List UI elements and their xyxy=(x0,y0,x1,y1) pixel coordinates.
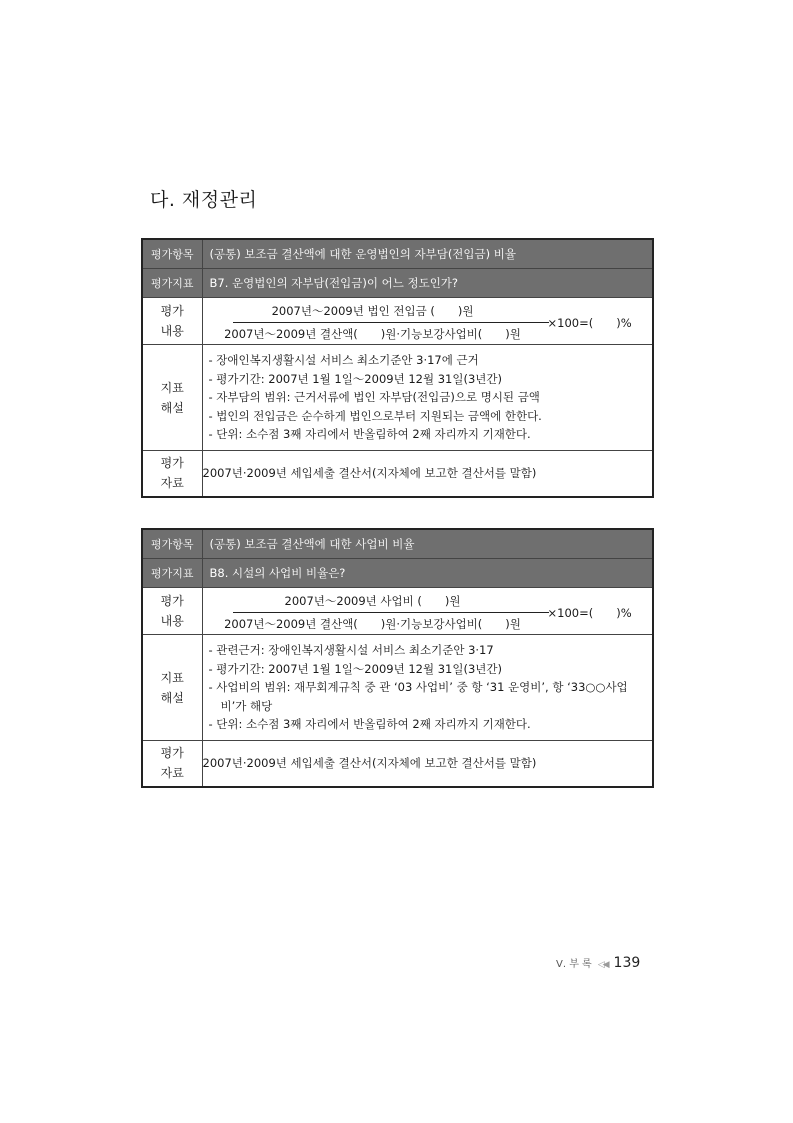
footer-section: Ⅴ. 부 록 xyxy=(556,959,592,970)
row-eval-indicator xyxy=(142,269,653,298)
row-eval-explanation xyxy=(142,345,653,451)
eval-content-label xyxy=(142,298,202,345)
source-value: 2007년·2009년 세입세출 결산서(지자체에 보고한 결산서를 말함) xyxy=(202,741,653,787)
page-footer xyxy=(556,955,640,971)
formula-result: ×100=( )% xyxy=(547,606,632,620)
explanation-label xyxy=(142,635,202,741)
fraction-line xyxy=(233,612,549,613)
explanation-line: - 평가기간: 2007년 1월 1일～2009년 12월 31일(3년간) xyxy=(208,661,502,676)
explanation-line: - 평가기간: 2007년 1월 1일～2009년 12월 31일(3년간) xyxy=(208,371,502,386)
page-number: 139 xyxy=(613,955,641,971)
explanation-list xyxy=(203,636,653,739)
explanation-line: - 장애인복지생활시설 서비스 최소기준안 3·17에 근거 xyxy=(208,353,479,368)
eval-item-label: 평가항목 xyxy=(142,529,202,559)
explanation-line: - 단위: 소수점 3째 자리에서 반올림하여 2째 자리까지 기재한다. xyxy=(208,717,531,732)
footer-arrow-icon: ◁◀ xyxy=(597,960,608,970)
explanation-line: - 법인의 전입금은 순수하게 법인으로부터 지원되는 금액에 한한다. xyxy=(208,408,542,423)
evaluation-table-b7 xyxy=(141,238,654,498)
fraction-line xyxy=(233,322,549,323)
eval-item-value: (공통) 보조금 결산액에 대한 운영법인의 자부담(전입금) 비율 xyxy=(202,239,653,269)
ratio-formula xyxy=(203,298,653,344)
source-label-text: 평가 자료 xyxy=(160,456,184,491)
section-title: 다. 재정관리 xyxy=(150,189,258,211)
eval-indicator-label: 평가지표 xyxy=(142,559,202,588)
eval-indicator-label: 평가지표 xyxy=(142,269,202,298)
formula-cell xyxy=(202,588,653,635)
explanation-line: - 자부담의 범위: 근거서류에 법인 자부담(전입금)으로 명시된 금액 xyxy=(208,390,540,405)
source-label xyxy=(142,451,202,497)
explanation-line: - 단위: 소수점 3째 자리에서 반올림하여 2째 자리까지 기재한다. xyxy=(208,427,531,442)
formula-numerator: 2007년～2009년 법인 전입금 ( )원 xyxy=(271,304,474,318)
source-label-text: 평가 자료 xyxy=(160,746,184,781)
eval-content-label xyxy=(142,588,202,635)
explanation-cell xyxy=(202,635,653,741)
eval-indicator-value: B8. 시설의 사업비 비율은? xyxy=(202,559,653,588)
explanation-line: - 관련근거: 장애인복지생활시설 서비스 최소기준안 3·17 xyxy=(208,643,494,658)
formula-numerator: 2007년～2009년 사업비 ( )원 xyxy=(284,594,461,608)
eval-item-value: (공통) 보조금 결산액에 대한 사업비 비율 xyxy=(202,529,653,559)
explanation-line: - 사업비의 범위: 재무회계규칙 중 관 ‘03 사업비’ 중 항 ‘31 운영비’, 항 ‘33○○사업비’가 해당 xyxy=(208,680,628,713)
row-eval-item xyxy=(142,529,653,559)
row-eval-content xyxy=(142,588,653,635)
source-label xyxy=(142,741,202,787)
eval-indicator-value: B7. 운영법인의 자부담(전입금)이 어느 정도인가? xyxy=(202,269,653,298)
source-value: 2007년·2009년 세입세출 결산서(지자체에 보고한 결산서를 말함) xyxy=(202,451,653,497)
row-eval-content xyxy=(142,298,653,345)
formula-result: ×100=( )% xyxy=(547,316,632,330)
eval-content-label-text: 평가 내용 xyxy=(160,304,184,338)
eval-item-label: 평가항목 xyxy=(142,239,202,269)
explanation-label-text: 지표 해설 xyxy=(160,380,184,415)
row-eval-source xyxy=(142,451,653,497)
formula-cell xyxy=(202,298,653,345)
ratio-formula xyxy=(203,588,653,634)
row-eval-item xyxy=(142,239,653,269)
formula-denominator: 2007년～2009년 결산액( )원·기능보강사업비( )원 xyxy=(224,617,521,631)
explanation-list xyxy=(203,346,653,449)
explanation-cell xyxy=(202,345,653,451)
formula-denominator: 2007년～2009년 결산액( )원·기능보강사업비( )원 xyxy=(224,327,521,341)
row-eval-source xyxy=(142,741,653,787)
row-eval-explanation xyxy=(142,635,653,741)
evaluation-table-b8 xyxy=(141,528,654,788)
explanation-label xyxy=(142,345,202,451)
eval-content-label-text: 평가 내용 xyxy=(160,594,184,628)
explanation-label-text: 지표 해설 xyxy=(160,670,184,705)
row-eval-indicator xyxy=(142,559,653,588)
